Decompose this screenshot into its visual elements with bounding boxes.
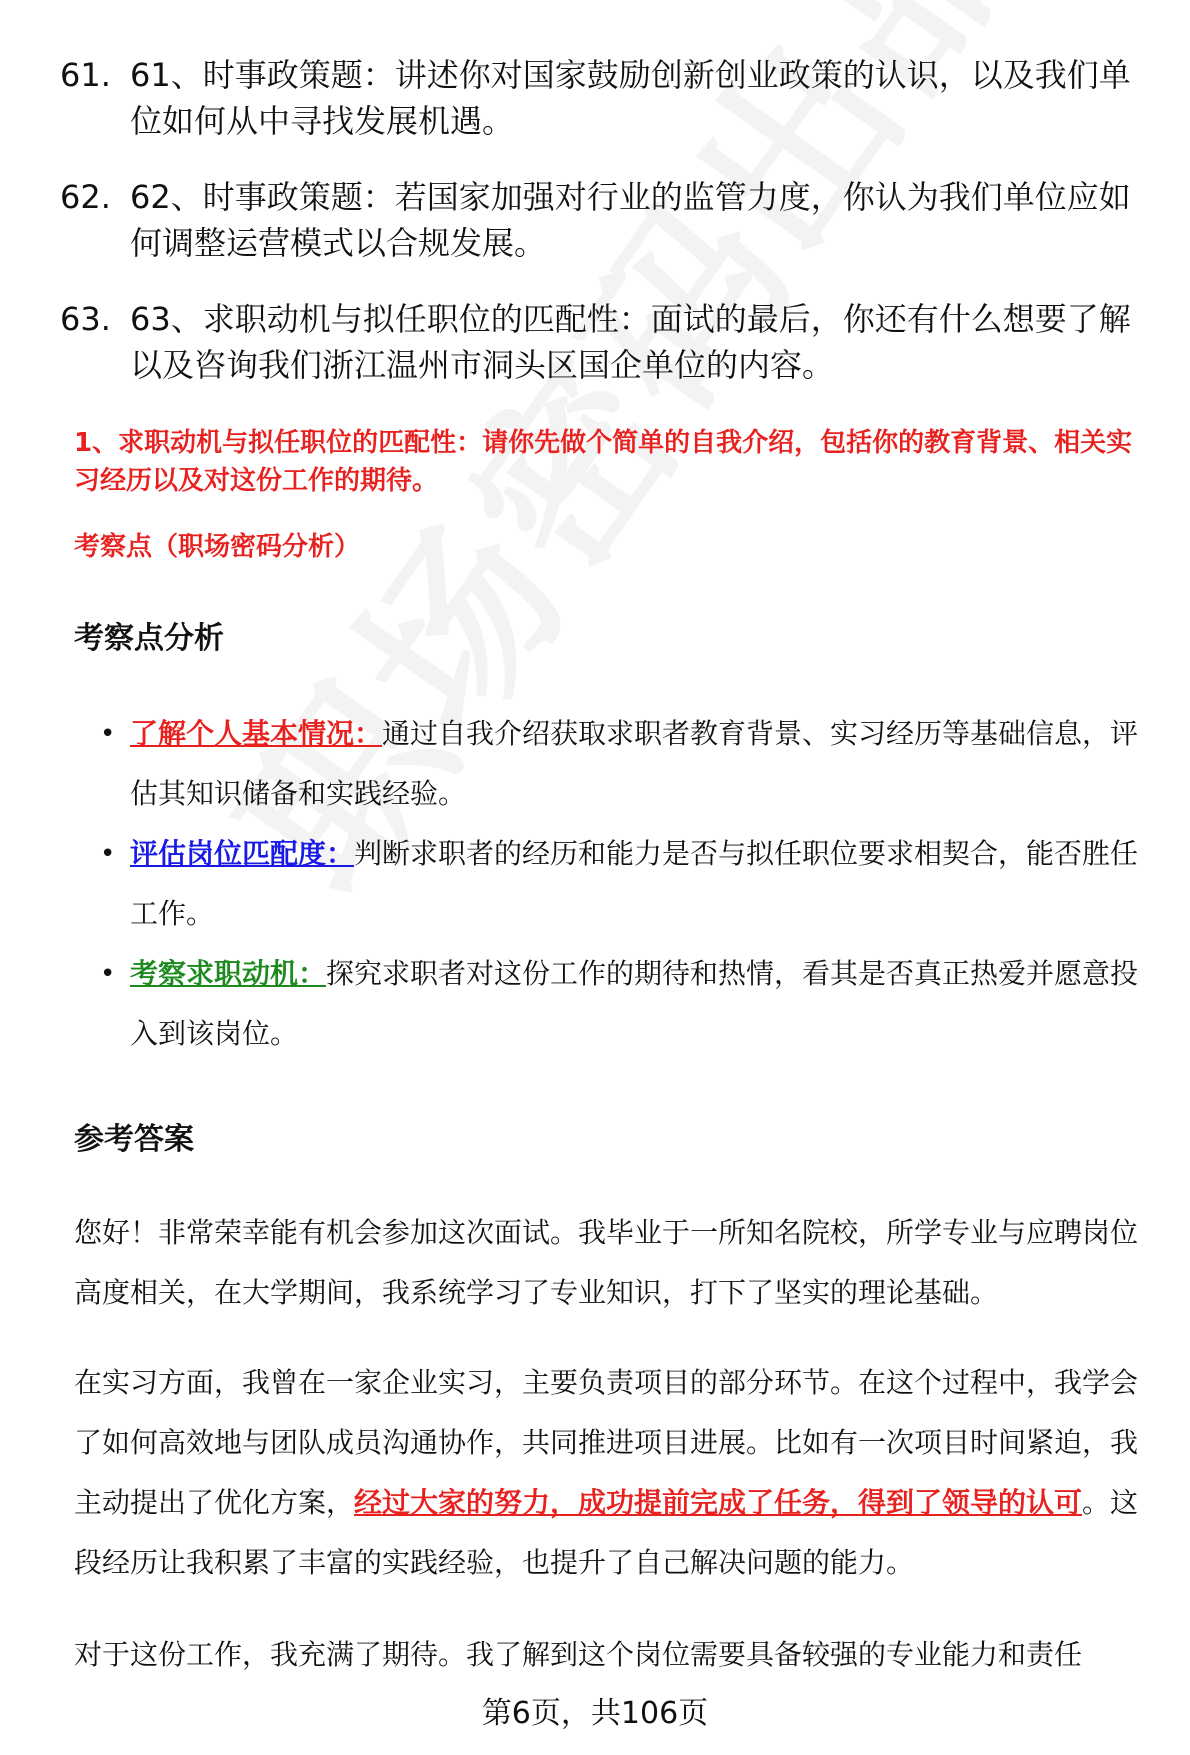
answer-paragraph-2 bbox=[74, 1353, 1154, 1593]
answer-paragraph-3: 对于这份工作，我充满了期待。我了解到这个岗位需要具备较强的专业能力和责任 bbox=[74, 1638, 1083, 1671]
bullet-label: 考察求职动机： bbox=[130, 957, 327, 990]
analysis-heading: 考察点分析 bbox=[74, 621, 224, 656]
analysis-bullet-list bbox=[100, 704, 1160, 1064]
answer-heading: 参考答案 bbox=[74, 1122, 194, 1157]
question-number: 63. bbox=[60, 300, 111, 338]
bullet-label: 了解个人基本情况： bbox=[130, 717, 383, 750]
question-text: 62、时事政策题：若国家加强对行业的监管力度，你认为我们单位应如何调整运营模式以合规发展。 bbox=[130, 178, 1131, 262]
answer-text: 。这段经历让我积累了丰富的实践经验，也提升了自己解决问题的能力。 bbox=[74, 1486, 1139, 1579]
bullet-text: 通过自我介绍获取求职者教育背景、实习经历等基础信息，评估其知识储备和实践经验。 bbox=[130, 717, 1139, 810]
bullet-text: 探究求职者对这份工作的期待和热情，看其是否真正热爱并愿意投入到该岗位。 bbox=[130, 957, 1139, 1050]
section-subtitle: 考察点（职场密码分析） bbox=[74, 532, 361, 562]
bullet-text: 判断求职者的经历和能力是否与拟任职位要求相契合，能否胜任工作。 bbox=[130, 837, 1139, 930]
question-number: 61. bbox=[60, 56, 111, 94]
analysis-bullet bbox=[100, 704, 1160, 824]
question-list bbox=[60, 52, 1160, 418]
answer-paragraph-1: 您好！非常荣幸能有机会参加这次面试。我毕业于一所知名院校，所学专业与应聘岗位高度相关，在大学期间，我系统学习了专业知识，打下了坚实的理论基础。 bbox=[74, 1216, 1139, 1309]
question-text: 61、时事政策题：讲述你对国家鼓励创新创业政策的认识，以及我们单位如何从中寻找发展机遇。 bbox=[130, 56, 1131, 140]
bullet-label: 评估岗位匹配度： bbox=[130, 837, 355, 870]
answer-emphasis: 经过大家的努力，成功提前完成了任务，得到了领导的认可 bbox=[354, 1486, 1083, 1519]
question-number: 62. bbox=[60, 178, 111, 216]
question-item bbox=[60, 174, 1160, 266]
page-footer: 第6页，共106页 bbox=[481, 1696, 709, 1731]
question-item bbox=[60, 52, 1160, 144]
question-item bbox=[60, 296, 1160, 388]
analysis-bullet bbox=[100, 824, 1160, 944]
section-title: 1、求职动机与拟任职位的匹配性：请你先做个简单的自我介绍，包括你的教育背景、相关实习经历以及对这份工作的期待。 bbox=[74, 428, 1133, 496]
analysis-bullet bbox=[100, 944, 1160, 1064]
answer-text: 在实习方面，我曾在一家企业实习，主要负责项目的部分环节。在这个过程中，我学会了如何高效地与团队成员沟通协作，共同推进项目进展。比如有一次项目时间紧迫，我主动提出了优化方案， bbox=[74, 1366, 1139, 1519]
question-text: 63、求职动机与拟任职位的匹配性：面试的最后，你还有什么想要了解以及咨询我们浙江温州市洞头区国企单位的内容。 bbox=[130, 300, 1131, 384]
